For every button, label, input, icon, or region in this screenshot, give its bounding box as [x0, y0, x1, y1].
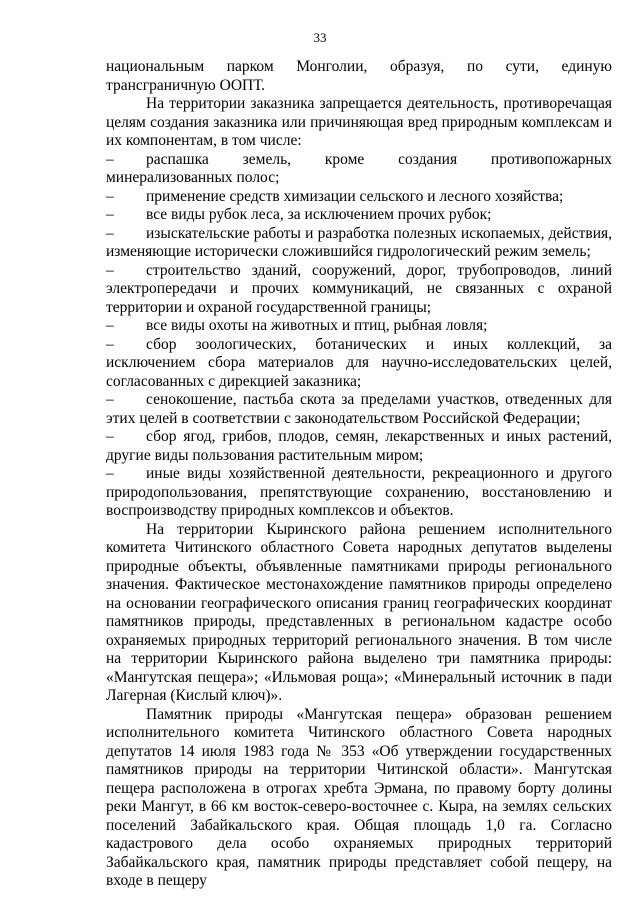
list-bullet: – [106, 335, 114, 353]
page-body [106, 58, 612, 891]
list-item [106, 317, 612, 336]
list-bullet: – [106, 428, 114, 445]
list-item-text: сбор ягод, грибов, плодов, семян, лекарственных и иных растений, другие виды пользования растительным миром; [106, 428, 612, 464]
page-number: 33 [313, 30, 327, 45]
paragraph: На территории Кыринского района решением исполнительного комитета Читинского областного Совета народных депутатов выделены природные объекты, объявленные памятниками природы регионального значения. Фактическое местонахождение памятников природы определено на основании географического описания границ географических координат памятников природы, представленных в региональном кадастре особо охраняемых природных территорий регионального значения. В том числе на территории Кыринского района выделено три памятника природы: «Мангутская пещера»; «Ильмовая роща»; «Минеральный источник в пади Лагерная (Кислый ключ)». [106, 520, 612, 704]
list-bullet: – [106, 150, 114, 168]
list-bullet: – [106, 391, 114, 408]
list-bullet: – [106, 206, 114, 223]
paragraph: Памятник природы «Мангутская пещера» образован решением исполнительного комитета Читинского областного Совета народных депутатов 14 июля 1983 года № 353 «Об утверждении государственных памятников природы на территории Читинской области». Мангутская пещера расположена в отрогах хребта Эрмана, по правому борту долины реки Мангут, в 66 км восток-северо-восточнее с. Кыра, на землях сельских поселений Забайкальского края. Общая площадь 1,0 га. Согласно кадастрового дела особо охраняемых природных территорий Забайкальского края, памятник природы представляет собой пещеру, на входе в пещеру [106, 705, 612, 889]
list-item [106, 262, 612, 318]
list-item [106, 465, 612, 521]
list-item-text: иные виды хозяйственной деятельности, рекреационного и другого природопользования, препятствующие сохранению, восстановлению и воспроизводству природных комплексов и объектов. [106, 465, 612, 519]
list-item-text: строительство зданий, сооружений, дорог, трубопроводов, линий электропередачи и прочих коммуникаций, не связанных с охраной территории и охраной государственной границы; [106, 261, 612, 316]
list-item-text: распашка земель, кроме создания противопожарных минерализованных полос; [106, 150, 612, 186]
list-item-text: сенокошение, пастьба скота за пределами участков, отведенных для этих целей в соответствии с законодательством Российской Федерации; [106, 391, 612, 427]
list-item [106, 188, 612, 207]
list-bullet: – [106, 261, 114, 279]
list-bullet: – [106, 224, 114, 242]
list-bullet: – [106, 187, 114, 205]
paragraph: На территории заказника запрещается деятельность, противоречащая целям создания заказника или причиняющая вред природным комплексам и их компонентам, в том числе: [106, 95, 612, 149]
list-item-text: применение средств химизации сельского и лесного хозяйства; [146, 187, 564, 205]
list-item-text: все виды рубок леса, за исключением прочих рубок; [146, 206, 492, 223]
list-item [106, 151, 612, 188]
list-item [106, 391, 612, 428]
list-item [106, 336, 612, 392]
list-item [106, 225, 612, 262]
list-item-text: сбор зоологических, ботанических и иных коллекций, за исключением сбора материалов для научно-исследовательских целей, согласованных с дирекцией заказника; [106, 335, 612, 390]
paragraph: национальным парком Монголии, образуя, по сути, единую трансграничную ООПТ. [106, 58, 612, 94]
list-bullet: – [106, 317, 114, 334]
list-bullet: – [106, 465, 114, 482]
list-item [106, 206, 612, 225]
list-item [106, 428, 612, 465]
list-item-text: все виды охоты на животных и птиц, рыбная ловля; [146, 317, 488, 334]
list-item-text: изыскательские работы и разработка полезных ископаемых, действия, изменяющие исторически сложившийся гидрологический режим земель; [106, 224, 612, 260]
